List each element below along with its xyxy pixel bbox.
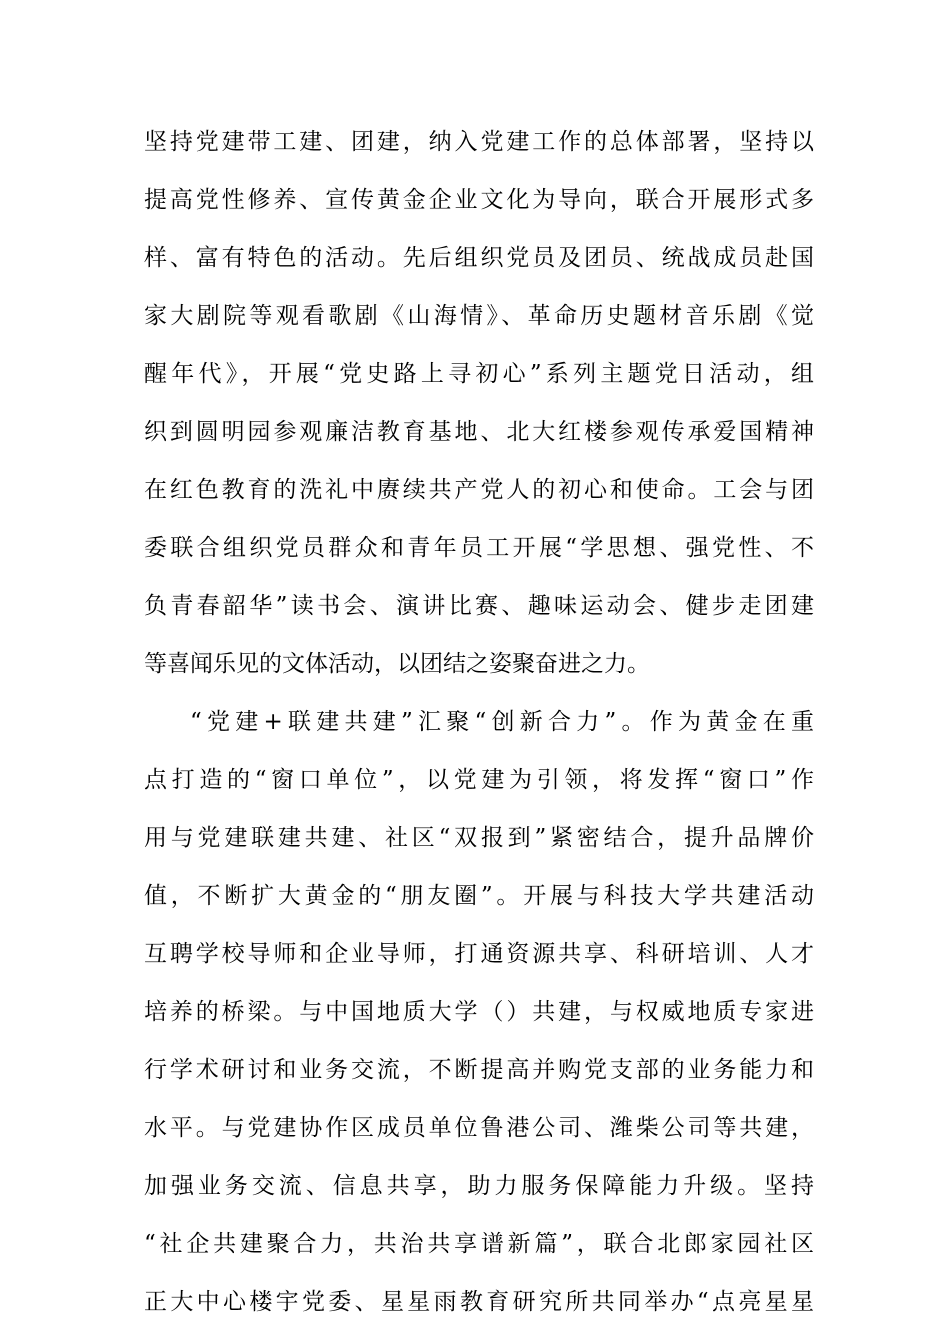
paragraph-2-line-11: 正大中心楼宇党委、星星雨教育研究所共同举办“点亮星星 — [144, 1289, 814, 1315]
paragraph-1-line-7: 在红色教育的洗礼中赓续共产党人的初心和使命。工会与团 — [144, 477, 814, 503]
paragraph-1-line-4: 家大剧院等观看歌剧《山海情》、革命历史题材音乐剧《觉 — [144, 303, 814, 329]
paragraph-2-line-2: 点打造的“窗口单位”，以党建为引领，将发挥“窗口”作 — [144, 767, 814, 793]
paragraph-1-line-6: 织到圆明园参观廉洁教育基地、北大红楼参观传承爱国精神 — [144, 419, 814, 445]
paragraph-1-line-1: 坚持党建带工建、团建，纳入党建工作的总体部署，坚持以 — [144, 129, 814, 155]
paragraph-2-line-7: 行学术研讨和业务交流，不断提高并购党支部的业务能力和 — [144, 1057, 814, 1083]
paragraph-1-line-3: 样、富有特色的活动。先后组织党员及团员、统战成员赴国 — [144, 245, 814, 271]
paragraph-1-line-10: 等喜闻乐见的文体活动，以团结之姿聚奋进之力。 — [144, 651, 650, 677]
paragraph-2-line-10: “社企共建聚合力，共治共享谱新篇”，联合北郎家园社区 — [144, 1231, 814, 1257]
paragraph-2-line-9: 加强业务交流、信息共享，助力服务保障能力升级。坚持 — [144, 1173, 814, 1199]
paragraph-2-line-8: 水平。与党建协作区成员单位鲁港公司、潍柴公司等共建， — [144, 1115, 814, 1141]
paragraph-2-line-5: 互聘学校导师和企业导师，打通资源共享、科研培训、人才 — [144, 941, 814, 967]
paragraph-2-line-3: 用与党建联建共建、社区“双报到”紧密结合，提升品牌价 — [144, 825, 814, 851]
paragraph-2-line-1: “党建+联建共建”汇聚“创新合力”。作为黄金在重 — [190, 709, 814, 735]
paragraph-2-line-6: 培养的桥梁。与中国地质大学（）共建，与权威地质专家进 — [144, 999, 814, 1025]
paragraph-1-line-9: 负青春韶华”读书会、演讲比赛、趣味运动会、健步走团建 — [144, 593, 814, 619]
paragraph-2-line-4: 值，不断扩大黄金的“朋友圈”。开展与科技大学共建活动 — [144, 883, 814, 909]
paragraph-1-line-2: 提高党性修养、宣传黄金企业文化为导向，联合开展形式多 — [144, 187, 814, 213]
paragraph-1-line-5: 醒年代》，开展“党史路上寻初心”系列主题党日活动，组 — [144, 361, 814, 387]
paragraph-1-line-8: 委联合组织党员群众和青年员工开展“学思想、强党性、不 — [144, 535, 814, 561]
